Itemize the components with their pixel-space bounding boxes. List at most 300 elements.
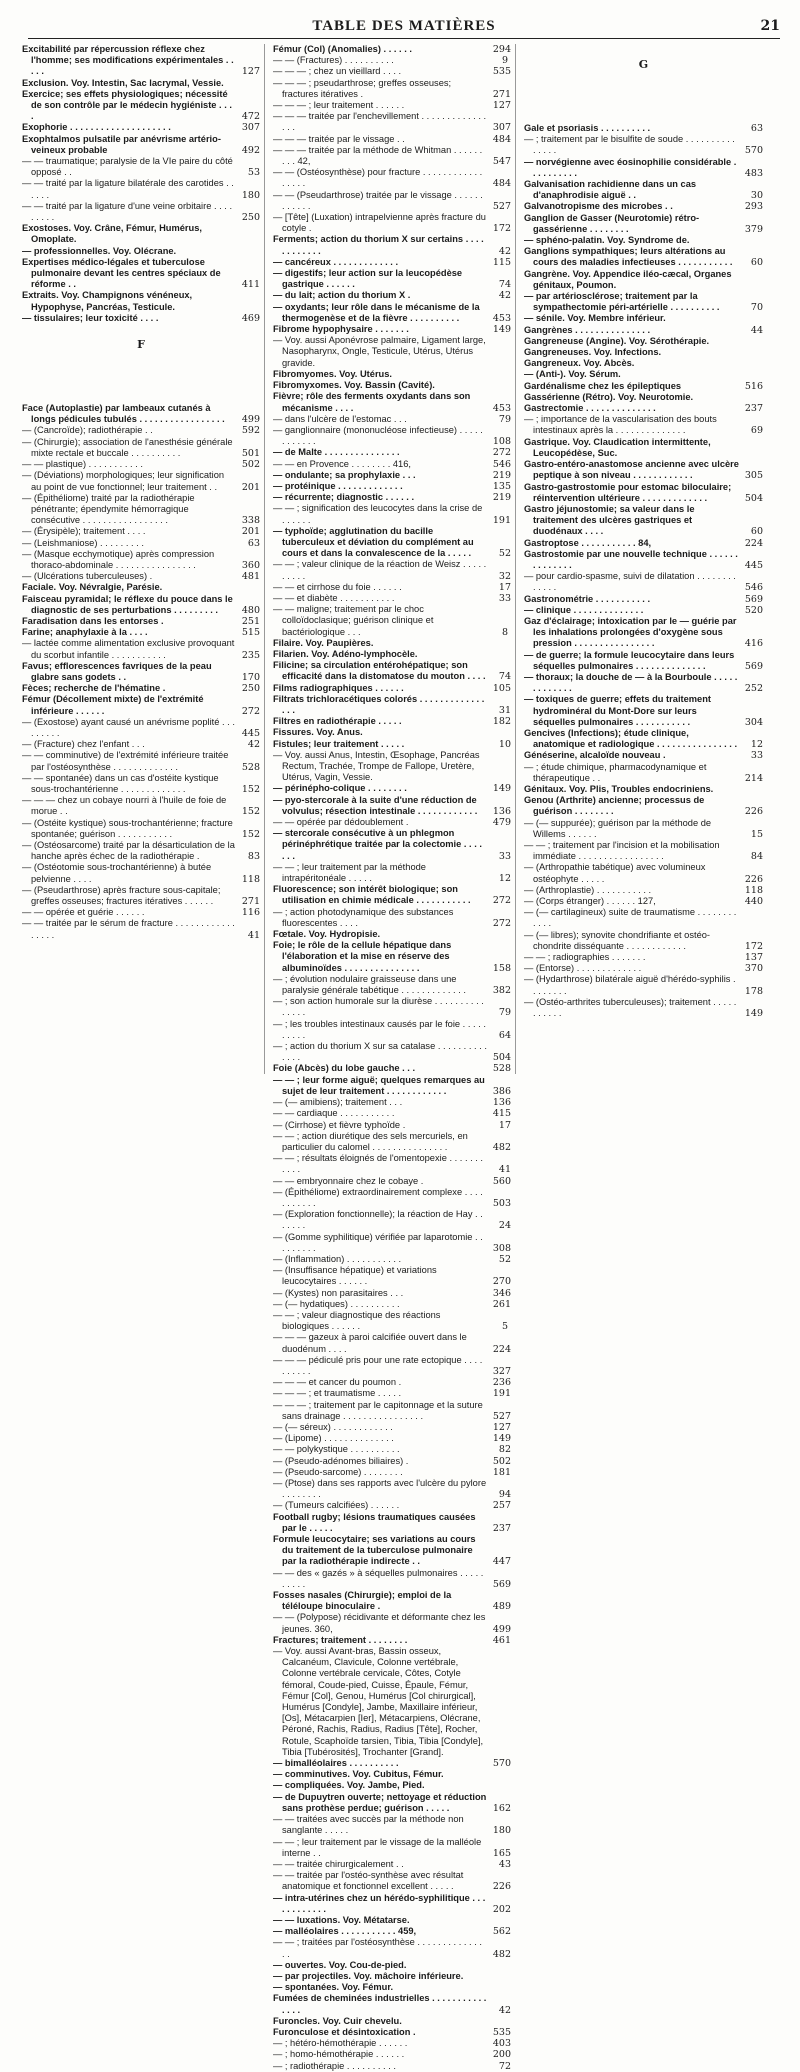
index-entry-page: 562 (492, 1926, 511, 1938)
index-entry-text: — intra-utérines chez un hérédo-syphilitique . . . . . . . . . . . . (273, 1892, 486, 1914)
index-entry-text: — — ; action diurétique des sels mercuriels, en particulier du calomel . . . . . . . . . . . . . . . (273, 1130, 468, 1152)
index-entry-text: — tissulaires; leur toxicité . . . . (22, 312, 159, 323)
index-entry (524, 885, 763, 896)
index-entry-text: — pyo-stercorale à la suite d'une réduction de volvulus; résection intestinale . . . . . . . . . . . . (273, 794, 478, 816)
index-entry (273, 167, 511, 189)
index-entry-page: 72 (498, 2060, 511, 2072)
index-entry-page: 569 (744, 660, 763, 672)
index-entry-text: Fissures. Voy. Anus. (273, 727, 363, 738)
index-entry (273, 1265, 511, 1287)
index-entry (22, 571, 260, 582)
index-entry-text: Fumées de cheminées industrielles . . . . . . . . . . . . . . . (273, 1993, 487, 2015)
index-entry-text: Gastrique. Voy. Claudication intermittente, Leucopédèse, Suc. (524, 436, 711, 458)
index-entry-page: 416 (744, 638, 763, 650)
index-entry-page: 257 (492, 1500, 511, 1512)
index-entry (22, 156, 260, 178)
index-entry-page: 219 (492, 469, 511, 481)
index-entry (22, 437, 260, 459)
index-entry (22, 750, 260, 772)
index-entry-page: 270 (492, 1276, 511, 1288)
index-entry-page: 180 (241, 189, 260, 201)
index-entry (22, 246, 260, 257)
index-entry-page: 74 (498, 671, 511, 683)
index-entry-text: — malléolaires . . . . . . . . . . . 459, (273, 1926, 417, 1937)
index-entry-text: Généserine, alcaloïde nouveau . (524, 750, 666, 761)
index-entry (524, 818, 763, 840)
index-entry (273, 1176, 511, 1187)
index-entry-page: 41 (498, 1164, 511, 1176)
index-entry-text: Fibrome hypophysaire . . . . . . . (273, 324, 409, 335)
index-entry-page: 382 (492, 985, 511, 997)
index-entry-text: — ouvertes. Voy. Cou-de-pied. (273, 1959, 407, 1970)
index-entry (273, 1019, 511, 1041)
index-entry-text: — — plastique) . . . . . . . . . . . (22, 459, 143, 470)
index-entry (273, 470, 511, 481)
index-entry-text: — — traité par la ligature bilatérale des carotides . . . . . . (22, 178, 234, 200)
index-entry-text: — — — traitée par l'enchevillement . . . . . . . . . . . . . . . . (273, 111, 487, 133)
index-entry-page: 528 (492, 1063, 511, 1075)
index-entry (524, 907, 763, 929)
index-entry (273, 100, 511, 111)
index-entry-page: 272 (492, 447, 511, 459)
index-entry (273, 257, 511, 268)
index-entry (273, 391, 511, 413)
index-entry (22, 134, 260, 156)
index-entry (273, 739, 511, 750)
index-entry-page: 224 (744, 537, 763, 549)
index-entry-page: 237 (492, 1522, 511, 1534)
index-entry-page: 271 (492, 88, 511, 100)
index-entry (273, 817, 511, 828)
index-entry-page: 52 (498, 548, 511, 560)
index-entry-text: — — ; leur traitement par la méthode intrapéritonéale . . . . . (273, 861, 426, 884)
index-entry (273, 324, 511, 335)
index-entry-page: 172 (744, 940, 763, 952)
index-entry-text: — — opérée et guérie . . . . . . (22, 907, 145, 918)
index-entry-page: 83 (247, 851, 260, 863)
index-entry-page: 546 (492, 458, 511, 470)
index-entry (524, 381, 763, 392)
index-entry-text: — [Tête] (Luxation) intrapelvienne après fracture du cotyle . (273, 212, 486, 234)
index-entry-page: 261 (492, 1298, 511, 1310)
index-entry-page: 570 (744, 145, 763, 157)
index-entry-page: 137 (744, 952, 763, 964)
index-entry-text: Gangreneuse (Angine). Voy. Sérothérapie. (524, 335, 710, 346)
index-entry (273, 1478, 511, 1500)
index-entry-page: 74 (498, 279, 511, 291)
index-entry-text: — — — ; chez un vieillard . . . . (273, 66, 402, 77)
index-entry (22, 313, 260, 324)
index-entry-page: 60 (750, 257, 763, 269)
index-entry-text: — ; étude chimique, pharmacodynamique et thérapeutique . . (524, 761, 707, 783)
index-entry (273, 2027, 511, 2038)
index-entry-text: — (Épithéliome) extraordinairement complexe . . . . . . . . . . . (273, 1186, 483, 1208)
index-entry-text: — typhoïde; agglutination du bacille tuberculeux et déviation du complément au cours et dans la convalescence de la . . . . . (273, 525, 474, 559)
index-entry-page: 127 (492, 100, 511, 112)
index-entry-text: — — (Pseudarthrose) traitée par le vissage . . . . . . . . . . . . (273, 189, 483, 211)
index-entry (524, 134, 763, 156)
index-entry-page: 492 (241, 144, 260, 156)
index-entry-text: — (Ptose) dans ses rapports avec l'ulcère du pylore . . . . . . . . (273, 1478, 487, 1500)
index-entry (273, 526, 511, 560)
index-entry-text: — (— cartilagineux) suite de traumatisme . . . . . . . . . . . . (524, 907, 737, 929)
index-entry-text: Football rugby; lésions traumatiques causées par le . . . . . (273, 1511, 476, 1533)
index-entry-text: — (Ulcérations tuberculeuses) . (22, 571, 153, 582)
index-entry-text: — (Fracture) chez l'enfant . . . (22, 739, 145, 750)
index-entry (273, 1433, 511, 1444)
index-entry-text: — (— hydatiques) . . . . . . . . . . (273, 1298, 400, 1309)
index-entry (524, 313, 763, 324)
index-entry (273, 638, 511, 649)
index-entry (273, 716, 511, 727)
index-entry-page: 570 (492, 1758, 511, 1770)
index-entry (22, 717, 260, 739)
index-entry (524, 504, 763, 538)
index-entry-page: 226 (744, 806, 763, 818)
index-entry-text: Fibromyomes. Voy. Utérus. (273, 368, 392, 379)
index-entry-page: 479 (492, 817, 511, 829)
index-entry (22, 178, 260, 200)
index-entry-page: 453 (492, 312, 511, 324)
index-entry-text: — (Hydarthrose) bilatérale aiguë d'hérédo-syphilis . . . . . . . . (524, 974, 736, 996)
index-entry-text: — — comminutive) de l'extrémité inférieure traitée par l'ostéosynthèse . . . . . . . . . . . . . (22, 750, 229, 772)
index-entry (273, 447, 511, 458)
index-entry-page: 149 (492, 324, 511, 336)
index-entry-text: — — polykystique . . . . . . . . . . (273, 1444, 400, 1455)
index-entry-text: — cancéreux . . . . . . . . . . . . . (273, 256, 399, 267)
index-entry-text: — Voy. aussi Anus, Intestin, Œsophage, Pancréas Rectum, Trachée, Trompe de Fallope, Uretère, Utérus, Vagin, Vessie. (273, 749, 480, 783)
index-entry-text: — — — gazeux à paroi calcifiée ouvert dans le duodénum . . . . (273, 1332, 467, 1354)
index-entry (22, 257, 260, 291)
index-entry (273, 2049, 511, 2060)
index-entry (22, 694, 260, 716)
index-entry-page: 17 (498, 581, 511, 593)
index-entry-page: 41 (247, 929, 260, 941)
index-entry-page: 499 (492, 1623, 511, 1635)
index-entry (524, 325, 763, 336)
index-entry (22, 795, 260, 817)
index-entry-page: 480 (241, 604, 260, 616)
index-entry-text: — lactée comme alimentation exclusive provoquant du scorbut infantile . . . . . . . . . . . (22, 638, 235, 660)
index-entry (22, 840, 260, 862)
index-entry (273, 1097, 511, 1108)
index-entry-text: — — traitée par le sérum de fracture . . . . . . . . . . . . . . . . . (22, 918, 235, 940)
index-entry (273, 1444, 511, 1455)
index-entry-text: — toxiques de guerre; effets du traitement hydrominéral du Mont-Dore sur leurs séquelles pulmonaires . . . . . . . . . . . (524, 694, 712, 727)
index-entry-text: — — ; traitées par l'ostéosynthèse . . . . . . . . . . . . . . . (273, 1937, 482, 1959)
index-entry-text: — ; action du thorium X sur sa catalase . . . . . . . . . . . . . . (273, 1041, 487, 1063)
index-entry-page: 360 (241, 559, 260, 571)
index-entry-page: 84 (750, 851, 763, 863)
index-entry-page: 515 (241, 627, 260, 639)
index-entry-page: 191 (492, 1388, 511, 1400)
index-entry-page: 158 (492, 962, 511, 974)
index-entry-text: Expertises médico-légales et tuberculose pulmonaire devant les centres spéciaux de réforme . . (22, 256, 221, 290)
index-entry (22, 223, 260, 245)
index-entry: — — (Fractures) . . . . . . . . . . 9 (273, 55, 509, 67)
index-entry-page: 307 (241, 122, 260, 134)
index-entry-page: 489 (492, 1601, 511, 1613)
index-entry-page: 152 (241, 806, 260, 818)
index-entry-text: — (Ostéite kystique) sous-trochantérienne; fracture spontanée; guérison . . . . . . . . . . . (22, 817, 233, 839)
index-entry-page: 42 (498, 2004, 511, 2016)
index-entry-page: 135 (492, 480, 511, 492)
index-entry-text: — (Exostose) ayant causé un anévrisme poplité . . . . . . . . . (22, 716, 235, 738)
index-entry-page: 386 (492, 1085, 511, 1097)
index-entry-text: — (Érysipèle); traitement . . . . (22, 526, 146, 537)
index-entry-text: Gassérienne (Rétro). Voy. Neurotomie. (524, 391, 694, 402)
index-entry-text: — Voy. aussi Aponévrose palmaire, Ligament large, Nasopharynx, Ongle, Testicule, Utérus, Utérus gravide. (273, 335, 486, 368)
index-entry-page: 504 (744, 492, 763, 504)
index-entry-text: — sénile. Voy. Membre inférieur. (524, 313, 666, 324)
index-entry-text: — du lait; action du thorium X . (273, 290, 411, 301)
index-entry (273, 1893, 511, 1915)
index-entry-text: — — — ; leur traitement . . . . . . (273, 100, 405, 111)
index-entry-text: — par projectiles. Voy. mâchoire inférieure. (273, 1970, 464, 1981)
index-entry (524, 482, 763, 504)
index-entry-text: Gastro-gastrostomie pour estomac biloculaire; réintervention ultérieure . . . . . . . . . . . . . (524, 481, 732, 503)
index-entry-text: Faciale. Voy. Névralgie, Parésie. (22, 582, 163, 593)
index-entry-text: Gardénalisme chez les épileptiques (524, 380, 682, 391)
index-entry-text: Filarien. Voy. Adéno-lymphocèle. (273, 648, 418, 659)
index-entry (273, 1960, 511, 1971)
index-entry (273, 1153, 511, 1175)
index-entry-page: 60 (750, 526, 763, 538)
index-entry (524, 403, 763, 414)
index-entry (273, 884, 511, 906)
index-entry-page: 503 (492, 1197, 511, 1209)
index-entry (273, 111, 511, 133)
index-entry-text: Gaz d'éclairage; intoxication par le — guérie par les inhalations prolongées d'oxygène sous pression . . . . . . . . . . . . . . . . (524, 615, 737, 649)
index-entry-text: — pour cardio-spasme, suivi de dilatation . . . . . . . . . . . . . (524, 571, 736, 593)
index-entry-page: 250 (241, 683, 260, 695)
index-entry-text: — (— libres); synovite chondrifiante et ostéo-chondrite disséquante . . . . . . . . . . . . (524, 929, 711, 951)
index-entry (524, 728, 763, 750)
index-entry-text: — norvégienne avec éosinophilie considérable . . . . . . . . . . (524, 156, 737, 178)
index-entry (273, 290, 511, 301)
index-entry (273, 1377, 511, 1388)
index-entry-text: — — embryonnaire chez le cobaye . (273, 1175, 424, 1186)
index-entry-page: 346 (492, 1287, 511, 1299)
index-entry (273, 1120, 511, 1131)
index-entry (524, 369, 763, 380)
index-entry (273, 1456, 511, 1467)
index-entry-text: — (— amibiens); traitement . . . (273, 1097, 403, 1108)
index-entry (273, 1792, 511, 1814)
index-entry (273, 1075, 511, 1097)
index-entry-text: Films radiographiques . . . . . . (273, 682, 404, 693)
index-entry-page: 516 (744, 380, 763, 392)
index-entry-page: 17 (498, 1119, 511, 1131)
index-entry (22, 470, 260, 492)
index-entry-page: 201 (241, 481, 260, 493)
index-entry (273, 212, 511, 234)
index-entry-page: 224 (492, 1343, 511, 1355)
index-entry (273, 929, 511, 940)
index-entry (273, 335, 511, 369)
index-entry-page: 219 (492, 492, 511, 504)
index-entry-text: — — et cirrhose du foie . . . . . . (273, 581, 402, 592)
index-entry-text: — — ; leur traitement par le vissage de la malléole interne . . (273, 1836, 482, 1858)
index-entry (273, 268, 511, 290)
index-entry-text: — — ; résultats éloignés de l'omentopexie . . . . . . . . . . . (273, 1153, 484, 1175)
index-entry-page: 33 (498, 592, 511, 604)
index-entry-page: 271 (241, 896, 260, 908)
index-entry-text: — ; son action humorale sur la diurèse . . . . . . . . . . . . . . . (273, 996, 484, 1018)
index-entry-text: — compliquées. Voy. Jambe, Pied. (273, 1780, 425, 1791)
index-entry (524, 549, 763, 571)
index-entry-page: 528 (241, 761, 260, 773)
index-entry (273, 2061, 511, 2072)
index-entry (273, 1859, 511, 1870)
index-entry-text: Fibromyxomes. Voy. Bassin (Cavité). (273, 380, 435, 391)
index-entry-text: — protéinique . . . . . . . . . . . . . (273, 480, 403, 491)
index-entry-text: Genou (Arthrite) ancienne; processus de guérison . . . . . . . . (524, 795, 705, 817)
index-entry-page: 31 (498, 704, 511, 716)
index-entry-page: 569 (492, 1578, 511, 1590)
index-entry-page: 502 (241, 459, 260, 471)
index-column-3 (524, 44, 767, 1074)
index-entry (524, 616, 763, 650)
index-entry (273, 1422, 511, 1433)
index-entry (524, 347, 763, 358)
index-entry (273, 1254, 511, 1265)
index-entry-text: Exophorie . . . . . . . . . . . . . . . . . . . . (22, 122, 171, 133)
index-entry-page: 12 (498, 873, 511, 885)
index-entry-text: Formule leucocytaire; ses variations au cours du traitement de la tuberculose pulmonaire par la radiothérapie indirecte . . (273, 1534, 476, 1567)
index-entry-text: — comminutives. Voy. Cubitus, Fémur. (273, 1769, 444, 1780)
index-entry-text: Faradisation dans les entorses . (22, 615, 164, 626)
index-entry-text: — — — traitée par la méthode de Whitman . . . . . . . . . 42, (273, 144, 483, 167)
index-entry-text: — stercorale consécutive à un phlegmon périnéphrétique traitée par la colectomie . . . . . . . (273, 828, 482, 861)
index-entry (524, 795, 763, 817)
index-entry-text: Fèces; recherche de l'hématine . (22, 683, 166, 694)
index-entry-text: — ; importance de la vascularisation des bouts intestinaux après la . . . . . . . . . . . . . . (524, 414, 717, 436)
index-entry-text: — par artériosclérose; traitement par la sympathectomie péri-artérielle . . . . . . . . . . (524, 291, 720, 313)
index-entry (22, 627, 260, 638)
index-entry (22, 44, 260, 78)
index-entry-page: 165 (492, 1847, 511, 1859)
index-entry (524, 672, 763, 694)
index-entry-text: Exercice; ses effets physiologiques; nécessité de son contrôle par le médecin hygiéniste . . . . (22, 88, 232, 122)
index-entry-text: — clinique . . . . . . . . . . . . . . (524, 604, 644, 615)
index-entry-page: 411 (241, 279, 260, 291)
index-entry-page: 52 (498, 1253, 511, 1265)
index-entry-text: Ganglions sympathiques; leurs altérations au cours des maladies infectieuses . . . . . . . . . . . (524, 246, 733, 268)
index-entry: — — ; valeur diagnostique des réactions biologiques . . . . . . 5 (273, 1309, 509, 1333)
index-entry (524, 414, 763, 436)
index-entry-page: 272 (492, 917, 511, 929)
index-entry (273, 593, 511, 604)
index-entry-text: — — — ; et traumatisme . . . . . (273, 1388, 402, 1399)
index-entry-text: — (Arthroplastie) . . . . . . . . . . . (524, 884, 652, 895)
index-entry-page: 127 (492, 1421, 511, 1433)
index-entry-page: 182 (492, 716, 511, 728)
index-entry-text: — (Ostéosarcome) traité par la désarticulation de la hanche après échec de la radiothérapie . (22, 840, 235, 862)
index-entry-page: 440 (744, 896, 763, 908)
index-entry-text: — — ; radiographies . . . . . . . (524, 952, 646, 963)
index-entry-text: Foie; le rôle de la cellule hépatique dans l'élaboration et la mise en réserve des albuminoïdes . . . . . . . . . . . . . . . (273, 940, 452, 973)
index-entry-text: — — — ; pseudarthrose; greffes osseuses; fractures itératives . (273, 77, 452, 99)
index-entry (22, 403, 260, 425)
index-entry-text: Gastrostomie par une nouvelle technique . . . . . . . . . . . . . . (524, 548, 738, 570)
index-entry (273, 1512, 511, 1534)
index-entry-page: 447 (492, 1556, 511, 1568)
index-entry-text: — digestifs; leur action sur la leucopédèse gastrique . . . . . . (273, 268, 463, 290)
index-entry (273, 459, 511, 470)
index-entry-page: 237 (744, 403, 763, 415)
index-entry-text: — — — pédiculé pris pour une rate ectopique . . . . . . . . . . (273, 1354, 483, 1376)
index-entry-page: 547 (492, 156, 511, 168)
index-entry (273, 380, 511, 391)
index-entry (22, 538, 260, 549)
index-entry-page: 251 (241, 615, 260, 627)
index-entry-text: — ondulante; sa prophylaxie . . . (273, 469, 416, 480)
index-entry-page: 201 (241, 526, 260, 538)
index-entry (22, 885, 260, 907)
index-entry-page: 252 (744, 683, 763, 695)
index-entry (273, 369, 511, 380)
index-entry-text: — (Gomme syphilitique) vérifiée par laparotomie . . . . . . . . . (273, 1231, 483, 1253)
index-entry-text: — (Cirrhose) et fièvre typhoïde . (273, 1119, 406, 1130)
index-entry-page: 294 (492, 44, 511, 55)
index-entry (524, 862, 763, 884)
index-entry-page: 191 (492, 514, 511, 526)
index-entry-text: Filaire. Voy. Paupières. (273, 637, 374, 648)
index-entry-text: — ; évolution nodulaire graisseuse dans une paralysie générale tabétique . . . . . . . . . . . . . (273, 973, 466, 996)
index-entry (273, 1780, 511, 1791)
index-entry-text: — ; hétéro-hémothérapie . . . . . . (273, 2038, 408, 2049)
index-entry (273, 1041, 511, 1063)
index-entry (524, 650, 763, 672)
index-entry-page: 403 (492, 2038, 511, 2050)
index-entry (273, 302, 511, 324)
index-entry (273, 492, 511, 503)
index-entry-text: — — traitées avec succès par la méthode non sanglante . . . . . (273, 1814, 464, 1836)
index-entry-page: 94 (498, 1489, 511, 1501)
index-entry-page: 108 (492, 436, 511, 448)
index-entry-text: Gale et psoriasis . . . . . . . . . . (524, 123, 651, 133)
index-entry-page: 15 (750, 828, 763, 840)
index-entry (273, 1612, 511, 1634)
index-entry-page: 44 (750, 324, 763, 336)
index-entry (524, 246, 763, 268)
index-entry (273, 66, 511, 77)
index-entry-text: — oxydants; leur rôle dans le mécanisme de la thermogenèse et de la fièvre . . . . . . . . . . (273, 301, 480, 323)
index-entry-text: — — en Provence . . . . . . . . 416, (273, 458, 411, 469)
index-entry-page: 305 (744, 470, 763, 482)
index-entry-page: 30 (750, 190, 763, 202)
index-entry-page: 535 (492, 66, 511, 78)
page-header-title: TABLE DES MATIÈRES (312, 18, 496, 34)
index-entry-text: — spontanées. Voy. Fémur. (273, 1982, 394, 1993)
index-entry-text: Fluorescence; son intérêt biologique; son utilisation en chimie médicale . . . . . . . . . . . (273, 884, 471, 906)
index-entry (22, 78, 260, 89)
index-entry-text: Filicine; sa circulation entérohépatique; son efficacité dans la distomatose du mouton . . . . (273, 660, 486, 682)
index-entry-page: 482 (492, 1948, 511, 1960)
index-entry-text: — — — ; traitement par le capitonnage et la suture sans drainage . . . . . . . . . . . . . . . . (273, 1399, 483, 1421)
index-entry (22, 290, 260, 312)
index-entry (524, 750, 763, 761)
index-entry (22, 526, 260, 537)
index-entry (524, 930, 763, 952)
index-entry-text: — (Entorse) . . . . . . . . . . . . . (524, 963, 642, 974)
index-entry (22, 773, 260, 795)
index-column-2 (273, 44, 516, 2072)
index-entry-page: 64 (498, 1029, 511, 1041)
index-entry-text: — de Malte . . . . . . . . . . . . . . . (273, 447, 400, 458)
index-entry (524, 291, 763, 313)
